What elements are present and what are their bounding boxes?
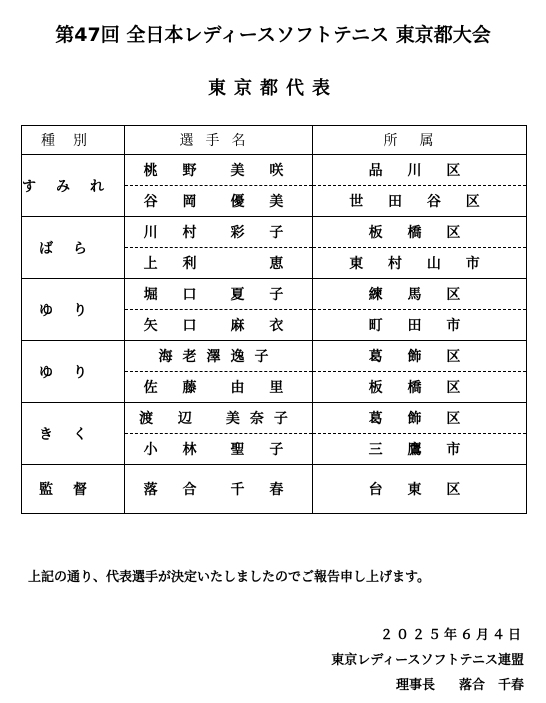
header-affiliation: 所属	[313, 126, 527, 155]
header-name: 選手名	[125, 126, 313, 155]
player-name: 上 利 恵	[125, 248, 313, 279]
player-affiliation: 三 鷹 市	[313, 434, 527, 465]
organization-name: 東京レディースソフトテニス連盟	[331, 653, 524, 668]
coach-row	[22, 465, 527, 514]
category-cell: ゆり	[22, 341, 125, 403]
category-cell: きく	[22, 403, 125, 465]
player-name: 堀 口 夏 子	[125, 279, 313, 310]
player-affiliation: 練 馬 区	[313, 279, 527, 310]
player-name: 佐 藤 由 里	[125, 372, 313, 403]
player-affiliation: 板 橋 区	[313, 217, 527, 248]
category-cell: ゆり	[22, 279, 125, 341]
table-row	[22, 403, 527, 434]
signature-role: 理事長	[395, 678, 435, 693]
table-row	[22, 341, 527, 372]
document-date: ２０２５年６月４日	[379, 628, 524, 643]
document-subtitle: 東京都代表	[208, 78, 338, 99]
table-row	[22, 155, 527, 186]
category-cell: ばら	[22, 217, 125, 279]
player-affiliation: 町 田 市	[313, 310, 527, 341]
coach-category: 監督	[22, 465, 125, 514]
player-affiliation: 品 川 区	[313, 155, 527, 186]
player-affiliation: 世 田 谷 区	[313, 186, 527, 217]
report-message: 上記の通り、代表選手が決定いたしましたのでご報告申し上げます。	[28, 570, 430, 585]
player-name: 小 林 聖 子	[125, 434, 313, 465]
header-category: 種別	[22, 126, 125, 155]
table-row	[22, 217, 527, 248]
signature-name: 落合 千春	[458, 678, 524, 693]
player-name: 海老澤逸子	[125, 341, 313, 372]
table-row	[22, 279, 527, 310]
signature	[396, 674, 524, 693]
player-name: 矢 口 麻 衣	[125, 310, 313, 341]
player-affiliation: 東 村 山 市	[313, 248, 527, 279]
player-name: 渡 辺 美奈子	[125, 403, 313, 434]
document-title: 第47回 全日本レディースソフトテニス 東京都大会	[55, 24, 491, 46]
coach-name: 落 合 千 春	[125, 465, 313, 514]
player-affiliation: 板 橋 区	[313, 372, 527, 403]
player-name: 川 村 彩 子	[125, 217, 313, 248]
player-name: 桃 野 美 咲	[125, 155, 313, 186]
roster-table	[21, 125, 527, 514]
coach-affiliation: 台 東 区	[313, 465, 527, 514]
category-cell: すみれ	[22, 155, 125, 217]
player-name: 谷 岡 優 美	[125, 186, 313, 217]
player-affiliation: 葛 飾 区	[313, 403, 527, 434]
table-header-row	[22, 126, 527, 155]
player-affiliation: 葛 飾 区	[313, 341, 527, 372]
